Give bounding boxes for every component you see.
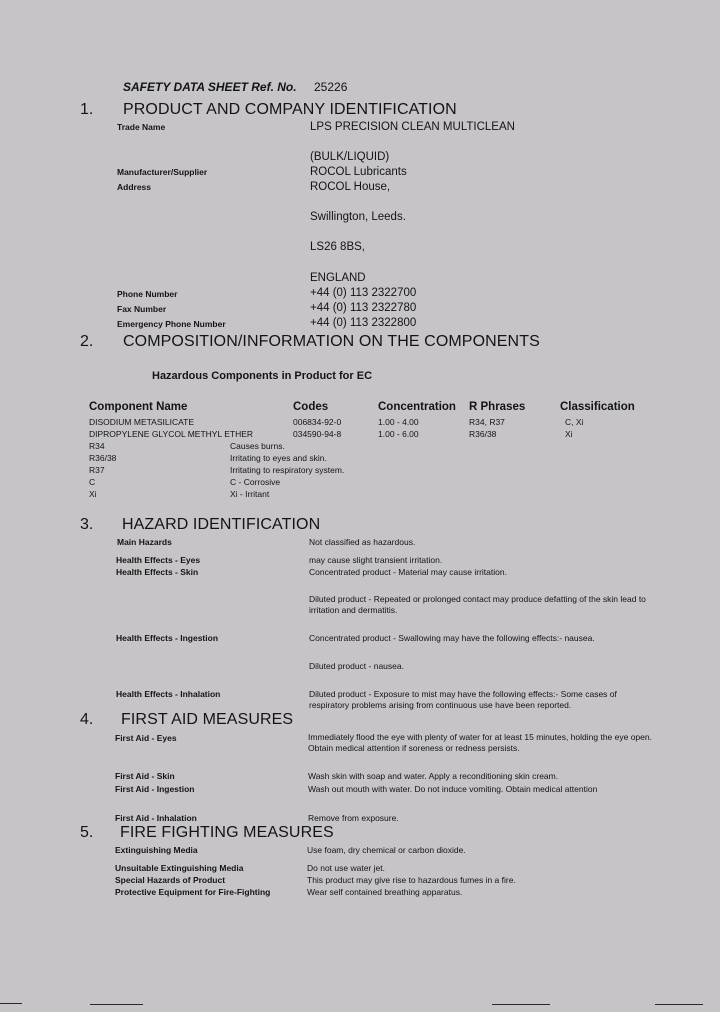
- legend-code: R37: [89, 465, 105, 475]
- special-hazards-label: Special Hazards of Product: [115, 875, 226, 885]
- hazardous-components-subtitle: Hazardous Components in Product for EC: [152, 370, 373, 382]
- footer-rule: [655, 1004, 703, 1005]
- legend-code: C: [89, 477, 96, 487]
- legend-text: C - Corrosive: [230, 477, 281, 487]
- fax-label: Fax Number: [117, 304, 167, 314]
- health-ingestion-value: Concentrated product - Swallowing may have the following effects:- nausea.: [309, 633, 595, 643]
- col-header-r-phrases: R Phrases: [469, 401, 526, 413]
- health-inhalation-label: Health Effects - Inhalation: [116, 689, 221, 699]
- main-hazards-label: Main Hazards: [117, 537, 172, 547]
- emergency-phone-label: Emergency Phone Number: [117, 319, 226, 329]
- trade-name-label: Trade Name: [117, 122, 166, 132]
- section-2-number: 2.: [80, 333, 94, 350]
- legend-code: Xi: [89, 489, 97, 499]
- table-cell: R36/38: [469, 429, 497, 439]
- extinguishing-media-value: Use foam, dry chemical or carbon dioxide.: [307, 845, 466, 855]
- legend-text: Irritating to eyes and skin.: [230, 453, 327, 463]
- first-aid-eyes-label: First Aid - Eyes: [115, 733, 177, 743]
- health-skin-value: Concentrated product - Material may cause irritation.: [309, 567, 507, 577]
- first-aid-skin-value: Wash skin with soap and water. Apply a reconditioning skin cream.: [308, 771, 559, 781]
- footer-rule: [0, 1003, 22, 1004]
- protective-equipment-label: Protective Equipment for Fire-Fighting: [115, 887, 271, 897]
- section-1-number: 1.: [80, 101, 94, 118]
- legend-code: R34: [89, 441, 105, 451]
- first-aid-eyes-value: Immediately flood the eye with plenty of water for at least 15 minutes, holding the eye open. Obtain medical attention if soreness or redness persists.: [308, 732, 652, 753]
- manufacturer-value: ROCOL Lubricants: [310, 166, 407, 178]
- trade-name-value-2: (BULK/LIQUID): [310, 151, 390, 163]
- table-cell: C, Xi: [565, 417, 584, 427]
- extinguishing-media-label: Extinguishing Media: [115, 845, 198, 855]
- address-label: Address: [117, 182, 152, 192]
- address-line: LS26 8BS,: [310, 241, 365, 253]
- section-1-title: PRODUCT AND COMPANY IDENTIFICATION: [123, 101, 457, 118]
- section-4-title: FIRST AID MEASURES: [121, 711, 294, 728]
- table-cell: R34, R37: [469, 417, 505, 427]
- legend-text: Causes burns.: [230, 441, 285, 451]
- section-2-title: COMPOSITION/INFORMATION ON THE COMPONENTS: [123, 333, 540, 350]
- table-cell: Xi: [565, 429, 573, 439]
- section-4-number: 4.: [80, 711, 94, 728]
- fax-value: +44 (0) 113 2322780: [310, 302, 417, 314]
- table-cell: DISODIUM METASILICATE: [89, 417, 195, 427]
- sds-ref-number: 25226: [314, 80, 348, 94]
- phone-label: Phone Number: [117, 289, 178, 299]
- table-cell: 1.00 - 6.00: [378, 429, 419, 439]
- emergency-phone-value: +44 (0) 113 2322800: [310, 317, 417, 329]
- col-header-classification: Classification: [560, 401, 635, 413]
- unsuitable-media-label: Unsuitable Extinguishing Media: [115, 863, 244, 873]
- col-header-component: Component Name: [89, 401, 188, 413]
- address-line: ROCOL House,: [310, 181, 391, 193]
- section-3-number: 3.: [80, 516, 94, 533]
- first-aid-inhalation-value: Remove from exposure.: [308, 813, 399, 823]
- health-eyes-value: may cause slight transient irritation.: [309, 555, 443, 565]
- trade-name-value: LPS PRECISION CLEAN MULTICLEAN: [310, 121, 515, 133]
- footer-rule: [492, 1004, 550, 1005]
- table-cell: 1.00 - 4.00: [378, 417, 419, 427]
- manufacturer-label: Manufacturer/Supplier: [117, 167, 208, 177]
- table-cell: 006834-92-0: [293, 417, 342, 427]
- special-hazards-value: This product may give rise to hazardous fumes in a fire.: [307, 875, 516, 885]
- section-3-title: HAZARD IDENTIFICATION: [122, 516, 321, 533]
- health-ingestion-value-2: Diluted product - nausea.: [309, 661, 404, 671]
- col-header-codes: Codes: [293, 401, 329, 413]
- main-hazards-value: Not classified as hazardous.: [309, 537, 416, 547]
- first-aid-skin-label: First Aid - Skin: [115, 771, 175, 781]
- legend-code: R36/38: [89, 453, 117, 463]
- section-5-number: 5.: [80, 824, 94, 841]
- health-skin-value-2: Diluted product - Repeated or prolonged contact may produce defatting of the skin lead to irritation and dermatitis.: [309, 594, 646, 615]
- footer-rule: [90, 1004, 143, 1005]
- health-inhalation-value: Diluted product - Exposure to mist may have the following effects:- Some cases of respiratory problems arising from continuous use have been reported.: [309, 689, 617, 710]
- sds-ref-label: SAFETY DATA SHEET Ref. No.: [123, 80, 297, 94]
- address-line: ENGLAND: [310, 272, 366, 284]
- unsuitable-media-value: Do not use water jet.: [307, 863, 385, 873]
- first-aid-ingestion-label: First Aid - Ingestion: [115, 784, 195, 794]
- address-line: Swillington, Leeds.: [310, 211, 406, 223]
- protective-equipment-value: Wear self contained breathing apparatus.: [307, 887, 463, 897]
- table-cell: 034590-94-8: [293, 429, 342, 439]
- col-header-concentration: Concentration: [378, 401, 456, 413]
- first-aid-ingestion-value: Wash out mouth with water. Do not induce vomiting. Obtain medical attention: [308, 784, 598, 794]
- legend-text: Irritating to respiratory system.: [230, 465, 345, 475]
- table-cell: DIPROPYLENE GLYCOL METHYL ETHER: [89, 429, 254, 439]
- health-ingestion-label: Health Effects - Ingestion: [116, 633, 219, 643]
- legend-text: Xi - Irritant: [230, 489, 270, 499]
- health-skin-label: Health Effects - Skin: [116, 567, 199, 577]
- first-aid-inhalation-label: First Aid - Inhalation: [115, 813, 197, 823]
- phone-value: +44 (0) 113 2322700: [310, 287, 417, 299]
- health-eyes-label: Health Effects - Eyes: [116, 555, 201, 565]
- section-5-title: FIRE FIGHTING MEASURES: [120, 824, 334, 841]
